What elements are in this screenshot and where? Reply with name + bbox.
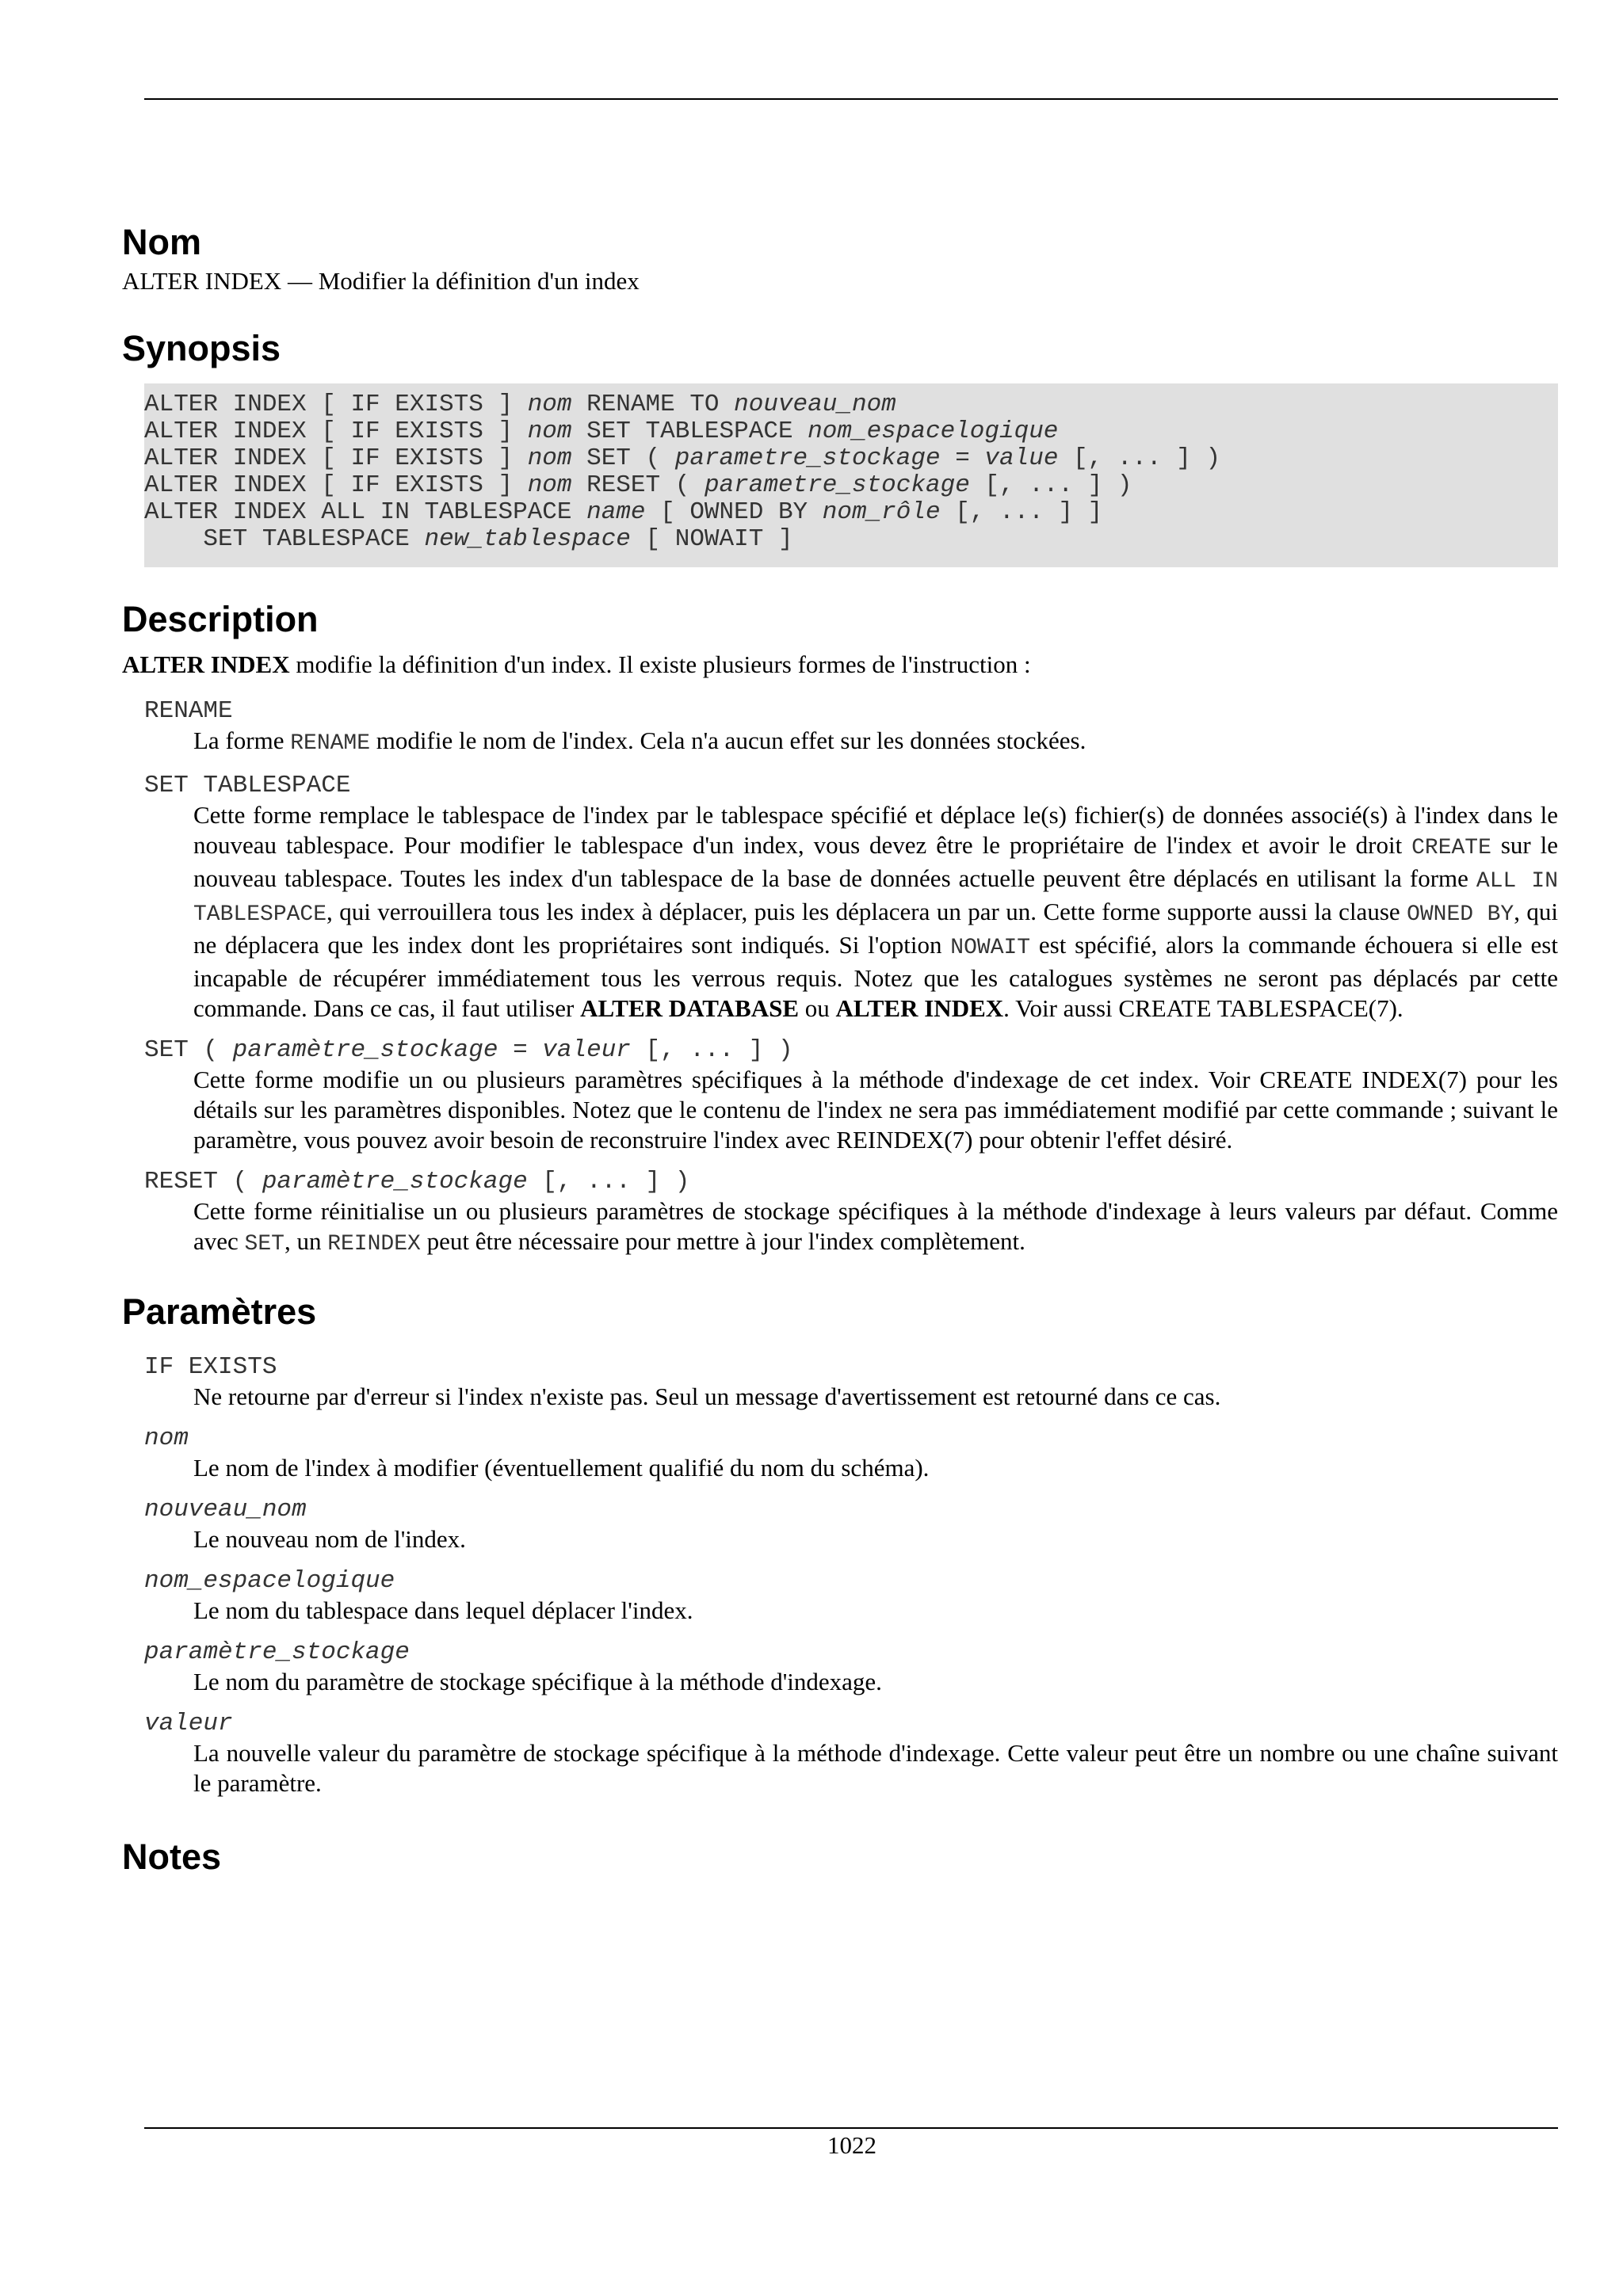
term-keyword: [, ... ] ) xyxy=(527,1168,690,1196)
synopsis-placeholder: nom_espacelogique xyxy=(808,418,1059,445)
term-placeholder: nom_espacelogique xyxy=(144,1567,395,1595)
definition-text: Cette forme modifie un ou plusieurs paramètres spécifiques à la méthode d'indexage de cet index. Voir CREATE INDEX(7) pour les détails sur les paramètres disponibles. Notez que le contenu de l'index ne sera pas immédiatement modifié par cette commande ; suivant le paramètre, vous pouvez avoir besoin de reconstruire l'index avec REINDEX(7) pour obtenir l'effet désiré. xyxy=(193,1066,1558,1154)
page-number: 1022 xyxy=(827,2131,876,2159)
term-placeholder: valeur xyxy=(144,1710,233,1737)
synopsis-keyword: ALTER INDEX [ IF EXISTS ] xyxy=(144,444,528,472)
nom-text: ALTER INDEX — Modifier la définition d'un index xyxy=(122,267,640,295)
definition-text: , qui verrouillera tous les index à déplacer, puis les déplacera un par un. Cette forme supporte aussi la clause xyxy=(327,898,1407,925)
synopsis-keyword: RENAME TO xyxy=(571,391,735,418)
term xyxy=(144,697,1558,726)
synopsis-keyword: ALTER INDEX [ IF EXISTS ] xyxy=(144,391,528,418)
synopsis-placeholder: nouveau_nom xyxy=(734,391,896,418)
synopsis-placeholder: name xyxy=(586,498,646,526)
term-placeholder: paramètre_stockage xyxy=(144,1638,410,1666)
synopsis-line xyxy=(144,445,1558,472)
section-heading-nom: Nom xyxy=(122,222,201,262)
section-heading-synopsis: Synopsis xyxy=(122,328,281,368)
definition-text: Cette forme remplace le tablespace de l'index par le tablespace spécifié et déplace le(s) fichier(s) de données associé(s) à l'index dans le nouveau tablespace. Pour modifier le tablespace d'un index, vous devez être le propriétaire de l'index et avoir le droit xyxy=(193,801,1558,859)
definition xyxy=(193,1524,1558,1554)
definition-text: modifie le nom de l'index. Cela n'a aucun effet sur les données stockées. xyxy=(370,727,1086,754)
definition xyxy=(193,1453,1558,1483)
term-placeholder: paramètre_stockage xyxy=(262,1168,528,1196)
definition-text: est spécifié, alors la commande échouera si elle est incapable de récupérer immédiatement tous les verrous requis. Notez que les catalogues systèmes ne seront pas déplacés par cette commande. Dans ce cas, il faut utiliser xyxy=(193,931,1558,1022)
term-keyword: SET TABLESPACE xyxy=(144,772,351,799)
term-placeholder: nouveau_nom xyxy=(144,1496,307,1524)
definition-text: . Voir aussi CREATE TABLESPACE(7). xyxy=(1003,994,1403,1022)
synopsis-line xyxy=(144,472,1558,499)
section-heading-description: Description xyxy=(122,599,319,639)
synopsis-keyword: [, ... ] ] xyxy=(940,498,1103,526)
inline-code: RENAME xyxy=(290,731,371,756)
list-item xyxy=(144,1036,1558,1155)
synopsis-keyword: ALTER INDEX [ IF EXISTS ] xyxy=(144,471,528,499)
term-placeholder: nom xyxy=(144,1425,189,1452)
definition xyxy=(193,1196,1558,1260)
synopsis-keyword: = xyxy=(940,444,985,472)
list-item xyxy=(144,1567,1558,1626)
term-keyword: [, ... ] ) xyxy=(630,1036,793,1064)
synopsis-placeholder: new_tablespace xyxy=(424,525,631,553)
definition xyxy=(193,800,1558,1024)
term-keyword: IF EXISTS xyxy=(144,1353,277,1381)
synopsis-keyword: [, ... ] ) xyxy=(1058,444,1221,472)
synopsis-placeholder: nom xyxy=(527,391,572,418)
list-item xyxy=(144,697,1558,759)
synopsis-line xyxy=(144,526,1558,553)
synopsis-placeholder: value xyxy=(984,444,1059,472)
term xyxy=(144,1567,1558,1596)
synopsis-placeholder: nom xyxy=(527,418,572,445)
list-item xyxy=(144,1638,1558,1697)
term xyxy=(144,1638,1558,1667)
definition-text: Le nom du paramètre de stockage spécifique à la méthode d'indexage. xyxy=(193,1668,882,1695)
definition xyxy=(193,1667,1558,1697)
term xyxy=(144,1353,1558,1382)
definition xyxy=(193,1738,1558,1798)
description-intro-command: ALTER INDEX xyxy=(122,650,290,678)
list-item xyxy=(144,1496,1558,1554)
inline-code: ALL IN TABLESPACE xyxy=(193,869,1558,927)
definition xyxy=(193,1065,1558,1155)
inline-code: SET xyxy=(244,1232,285,1257)
synopsis-keyword: ALTER INDEX ALL IN TABLESPACE xyxy=(144,498,587,526)
section-heading-notes: Notes xyxy=(122,1836,222,1877)
definition xyxy=(193,726,1558,759)
definition-text: Cette forme réinitialise un ou plusieurs paramètres de stockage spécifiques à la méthode d'indexage à leurs valeurs par défaut. Comme avec xyxy=(193,1197,1558,1255)
definition-text: La forme xyxy=(193,727,291,754)
synopsis-keyword: [, ... ] ) xyxy=(969,471,1132,499)
list-item xyxy=(144,1425,1558,1483)
synopsis-keyword: [ NOWAIT ] xyxy=(630,525,793,553)
description-list xyxy=(144,697,1558,1260)
synopsis-keyword: [ OWNED BY xyxy=(645,498,823,526)
inline-code: REINDEX xyxy=(327,1232,421,1257)
synopsis-keyword: ALTER INDEX [ IF EXISTS ] xyxy=(144,418,528,445)
term xyxy=(144,1710,1558,1738)
definition-text: Le nom du tablespace dans lequel déplacer l'index. xyxy=(193,1596,693,1624)
term-keyword: SET ( xyxy=(144,1036,233,1064)
definition-text: Le nouveau nom de l'index. xyxy=(193,1525,466,1553)
definition-text: sur le nouveau tablespace. Toutes les index d'un tablespace de la base de données actuelle peuvent être déplacés en utilisant la forme xyxy=(193,831,1558,892)
footer-rule xyxy=(144,2127,1558,2129)
term-placeholder: paramètre_stockage xyxy=(232,1036,498,1064)
term-keyword: = xyxy=(498,1036,543,1064)
definition-text: Le nom de l'index à modifier (éventuellement qualifié du nom du schéma). xyxy=(193,1454,930,1482)
synopsis-keyword: SET TABLESPACE xyxy=(571,418,808,445)
term-placeholder: valeur xyxy=(542,1036,631,1064)
term xyxy=(144,1036,1558,1065)
definition xyxy=(193,1596,1558,1626)
synopsis-placeholder: nom_rôle xyxy=(822,498,941,526)
synopsis-placeholder: nom xyxy=(527,444,572,472)
list-item xyxy=(144,1353,1558,1412)
parameters-list xyxy=(144,1353,1558,1798)
definition xyxy=(193,1382,1558,1412)
synopsis-keyword: SET TABLESPACE xyxy=(144,525,425,553)
synopsis-placeholder: parametre_stockage xyxy=(674,444,941,472)
synopsis-keyword: RESET ( xyxy=(571,471,705,499)
synopsis-code-block xyxy=(144,383,1558,567)
definition-text: Ne retourne par d'erreur si l'index n'existe pas. Seul un message d'avertissement est retourné dans ce cas. xyxy=(193,1383,1221,1410)
inline-code: OWNED BY xyxy=(1407,902,1514,927)
definition-text: peut être nécessaire pour mettre à jour l'index complètement. xyxy=(420,1227,1025,1255)
synopsis-keyword: SET ( xyxy=(571,444,675,472)
list-item xyxy=(144,1710,1558,1798)
definition-text: ou xyxy=(799,994,836,1022)
term-keyword: RENAME xyxy=(144,697,233,725)
description-intro xyxy=(122,650,1558,680)
synopsis-placeholder: nom xyxy=(527,471,572,499)
synopsis-line xyxy=(144,391,1558,418)
section-heading-parametres: Paramètres xyxy=(122,1291,317,1332)
synopsis-placeholder: parametre_stockage xyxy=(704,471,970,499)
term-keyword: RESET ( xyxy=(144,1168,262,1196)
definition-text: La nouvelle valeur du paramètre de stockage spécifique à la méthode d'indexage. Cette valeur peut être un nombre ou une chaîne suivant le paramètre. xyxy=(193,1739,1558,1797)
inline-code: NOWAIT xyxy=(950,936,1031,960)
description-intro-text: modifie la définition d'un index. Il existe plusieurs formes de l'instruction : xyxy=(289,650,1031,678)
header-rule xyxy=(144,98,1558,100)
synopsis-line xyxy=(144,499,1558,526)
definition-text: , un xyxy=(284,1227,328,1255)
bold-command: ALTER INDEX xyxy=(835,994,1004,1022)
page-content xyxy=(122,219,1558,1881)
term xyxy=(144,772,1558,800)
inline-code: CREATE xyxy=(1411,836,1491,860)
synopsis-line xyxy=(144,418,1558,445)
list-item xyxy=(144,1168,1558,1260)
definition-text: , qui ne déplacera que les index dont les propriétaires sont indiqués. Si l'option xyxy=(193,898,1558,959)
bold-command: ALTER DATABASE xyxy=(580,994,800,1022)
term xyxy=(144,1168,1558,1196)
list-item xyxy=(144,772,1558,1024)
term xyxy=(144,1425,1558,1453)
term xyxy=(144,1496,1558,1524)
